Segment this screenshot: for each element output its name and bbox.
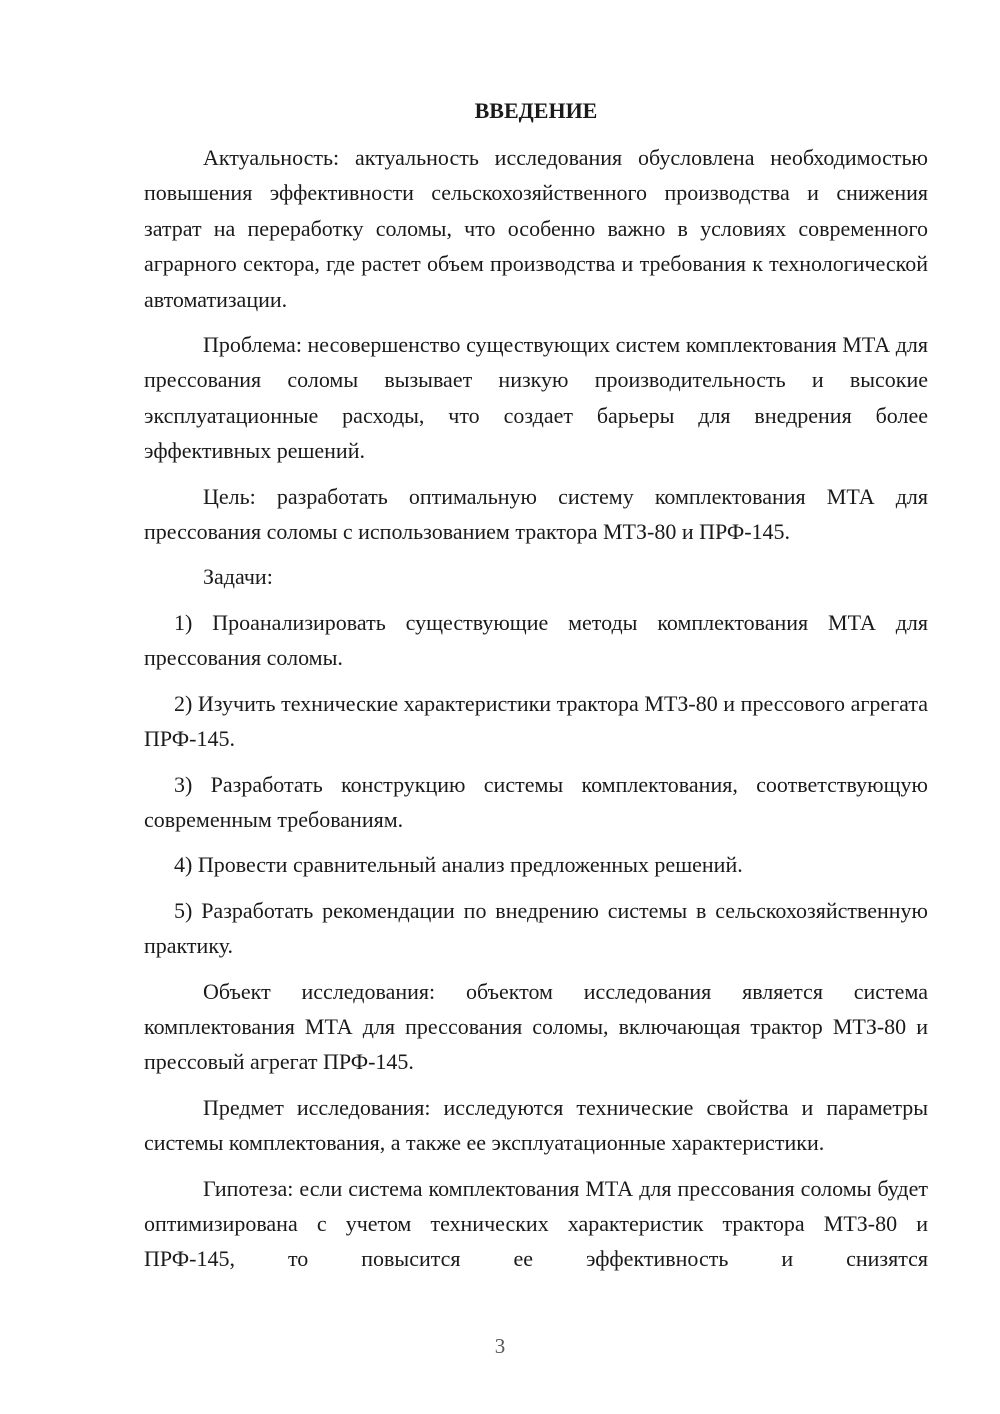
task-item-2: 2) Изучить технические характеристики трактора МТЗ-80 и прессового агрегата ПРФ-145. bbox=[144, 690, 928, 752]
heading-wrapper bbox=[144, 95, 928, 140]
task-item-3: 3) Разработать конструкцию системы комплектования, соответствующую современным требованиям. bbox=[144, 771, 928, 832]
paragraph-goal: Цель: разработать оптимальную систему комплектования МТА для прессования соломы с использованием трактора МТЗ-80 и ПРФ-145. bbox=[144, 483, 928, 545]
paragraph-hypothesis: Гипотеза: если система комплектования МТА для прессования соломы будет оптимизирована с учетом технических характеристик трактора МТЗ-80 и ПРФ-145, то повысится ее эффективность и снизятся bbox=[144, 1175, 928, 1272]
paragraph-relevance: Актуальность: актуальность исследования обусловлена необходимостью повышения эффективности сельскохозяйственного производства и снижения затрат на переработку соломы, что особенно важно в условиях современного аграрного сектора, где растет объем производства и требования к технологической автоматизации. bbox=[144, 145, 928, 312]
section-heading: ВВЕДЕНИЕ bbox=[474, 98, 598, 123]
document-body bbox=[144, 140, 928, 1287]
paragraph-problem: Проблема: несовершенство существующих систем комплектования МТА для прессования соломы вызывает низкую производительность и высокие эксплуатационные расходы, что создает барьеры для внедрения более эффективных решений. bbox=[144, 332, 928, 464]
task-item-5: 5) Разработать рекомендации по внедрению системы в сельскохозяйственную практику. bbox=[144, 897, 928, 959]
paragraph-subject: Предмет исследования: исследуются технические свойства и параметры системы комплектования, а также ее эксплуатационные характеристики. bbox=[144, 1094, 928, 1156]
paragraph-tasks-label: Задачи: bbox=[203, 564, 273, 590]
task-item-1: 1) Проанализировать существующие методы комплектования МТА для прессования соломы. bbox=[144, 609, 928, 671]
page-number: 3 bbox=[494, 1334, 506, 1358]
task-item-4: 4) Провести сравнительный анализ предложенных решений. bbox=[174, 852, 743, 878]
paragraph-object: Объект исследования: объектом исследования является система комплектования МТА для прессования соломы, включающая трактор МТЗ-80 и прессовый агрегат ПРФ-145. bbox=[144, 978, 928, 1075]
